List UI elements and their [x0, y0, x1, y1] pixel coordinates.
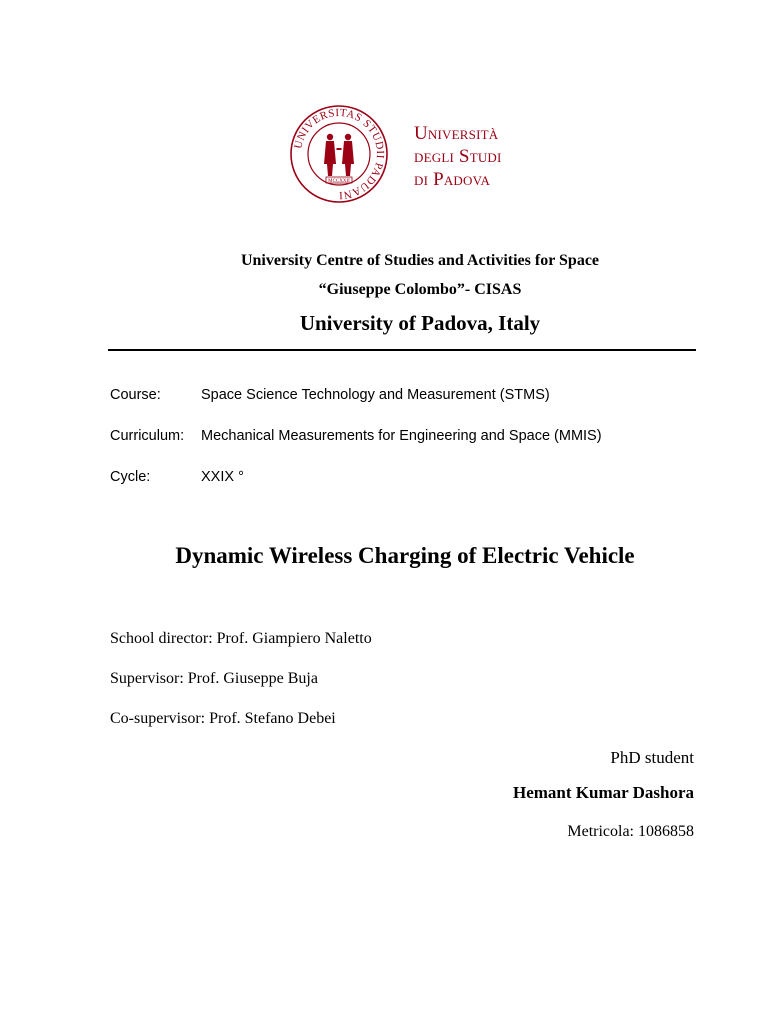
info-label: Curriculum: — [110, 428, 185, 444]
wordmark-line-3: di Padova — [414, 169, 491, 190]
seal-text: UNIVERSITAS STUDII PADUANI — [292, 106, 387, 202]
supervisor: Supervisor: Prof. Giuseppe Buja — [110, 670, 318, 687]
thesis-title: Dynamic Wireless Charging of Electric Vehicle — [175, 543, 635, 568]
seal-year: MCCXXII — [328, 179, 350, 184]
student-matricola: Metricola: 1086858 — [567, 823, 694, 840]
info-value: XXIX ° — [201, 469, 244, 485]
info-row-cycle — [110, 469, 244, 485]
info-label: Course: — [110, 387, 161, 403]
svg-text:UNIVERSITAS STUDII PADUANI — [292, 107, 386, 201]
co-supervisor: Co-supervisor: Prof. Stefano Debei — [110, 710, 336, 727]
info-value: Mechanical Measurements for Engineering and Space (MMIS) — [201, 428, 602, 444]
student-role: PhD student — [610, 748, 694, 767]
university-seal-icon — [289, 104, 389, 204]
university-wordmark — [414, 122, 502, 191]
info-row-course — [110, 387, 550, 403]
info-value: Space Science Technology and Measurement (STMS) — [201, 387, 550, 403]
university-heading: University of Padova, Italy — [299, 311, 541, 335]
wordmark-line-1: Università — [414, 123, 499, 144]
student-name: Hemant Kumar Dashora — [512, 783, 694, 802]
info-row-curriculum — [110, 428, 602, 444]
wordmark-line-2: degli Studi — [414, 146, 502, 167]
centre-subtitle: “Giuseppe Colombo”- CISAS — [318, 281, 522, 298]
info-label: Cycle: — [110, 469, 151, 485]
centre-name: University Centre of Studies and Activities for Space — [240, 252, 600, 269]
horizontal-divider — [108, 349, 696, 351]
school-director: School director: Prof. Giampiero Naletto — [110, 630, 372, 647]
